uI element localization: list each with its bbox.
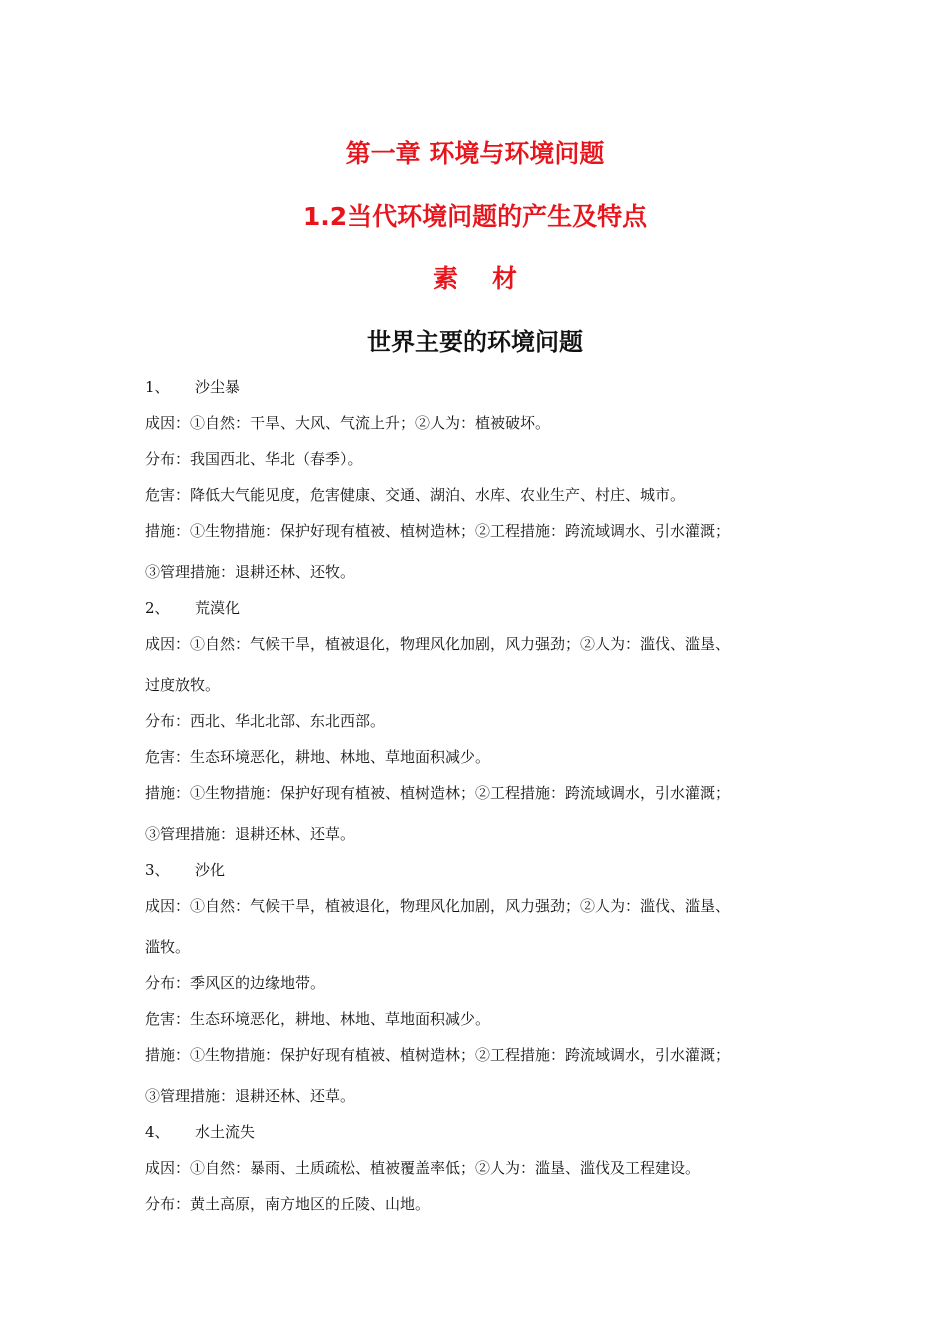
text-line: 分布：西北、华北北部、东北西部。 <box>145 712 386 730</box>
text-line: ③管理措施：退耕还林、还牧。 <box>145 563 356 581</box>
item-number: 4、 <box>145 1123 170 1141</box>
section-title: 1.2当代环境问题的产生及特点 <box>302 202 648 231</box>
item-title: 沙化 <box>195 861 226 879</box>
text-line: 危害：降低大气能见度，危害健康、交通、湖泊、水库、农业生产、村庄、城市。 <box>145 486 686 504</box>
item-number: 3、 <box>145 861 170 879</box>
text-line: ③管理措施：退耕还林、还草。 <box>145 1087 356 1105</box>
item-number: 2、 <box>145 599 170 617</box>
item-heading <box>145 1122 805 1142</box>
material-title: 素材 <box>432 264 551 293</box>
text-line: 成因：①自然：气候干旱，植被退化，物理风化加剧，风力强劲；②人为：滥伐、滥垦、 <box>145 897 731 915</box>
item-title: 沙尘暴 <box>195 378 241 396</box>
text-line: 滥牧。 <box>145 938 191 956</box>
text-line: 过度放牧。 <box>145 676 221 694</box>
text-line: 危害：生态环境恶化，耕地、林地、草地面积减少。 <box>145 748 491 766</box>
item-heading <box>145 860 805 880</box>
item-heading <box>145 377 805 397</box>
item-title: 水土流失 <box>195 1123 256 1141</box>
text-line: 成因：①自然：暴雨、土质疏松、植被覆盖率低；②人为：滥垦、滥伐及工程建设。 <box>145 1159 701 1177</box>
item-number: 1、 <box>145 378 170 396</box>
text-line: 措施：①生物措施：保护好现有植被、植树造林；②工程措施：跨流域调水、引水灌溉； <box>145 522 731 540</box>
text-line: 成因：①自然：干旱、大风、气流上升；②人为：植被破坏。 <box>145 414 551 432</box>
text-line: 分布：季风区的边缘地带。 <box>145 974 326 992</box>
text-line: 分布：黄土高原，南方地区的丘陵、山地。 <box>145 1195 431 1213</box>
text-line: 成因：①自然：气候干旱，植被退化，物理风化加剧，风力强劲；②人为：滥伐、滥垦、 <box>145 635 731 653</box>
chapter-title: 第一章 环境与环境问题 <box>345 139 605 168</box>
item-title: 荒漠化 <box>195 599 241 617</box>
topic-title: 世界主要的环境问题 <box>367 328 583 356</box>
text-line: ③管理措施：退耕还林、还草。 <box>145 825 356 843</box>
text-line: 危害：生态环境恶化，耕地、林地、草地面积减少。 <box>145 1010 491 1028</box>
text-line: 措施：①生物措施：保护好现有植被、植树造林；②工程措施：跨流域调水，引水灌溉； <box>145 784 731 802</box>
text-line: 分布：我国西北、华北（春季）。 <box>145 450 363 468</box>
text-line: 措施：①生物措施：保护好现有植被、植树造林；②工程措施：跨流域调水，引水灌溉； <box>145 1046 731 1064</box>
item-heading <box>145 598 805 618</box>
